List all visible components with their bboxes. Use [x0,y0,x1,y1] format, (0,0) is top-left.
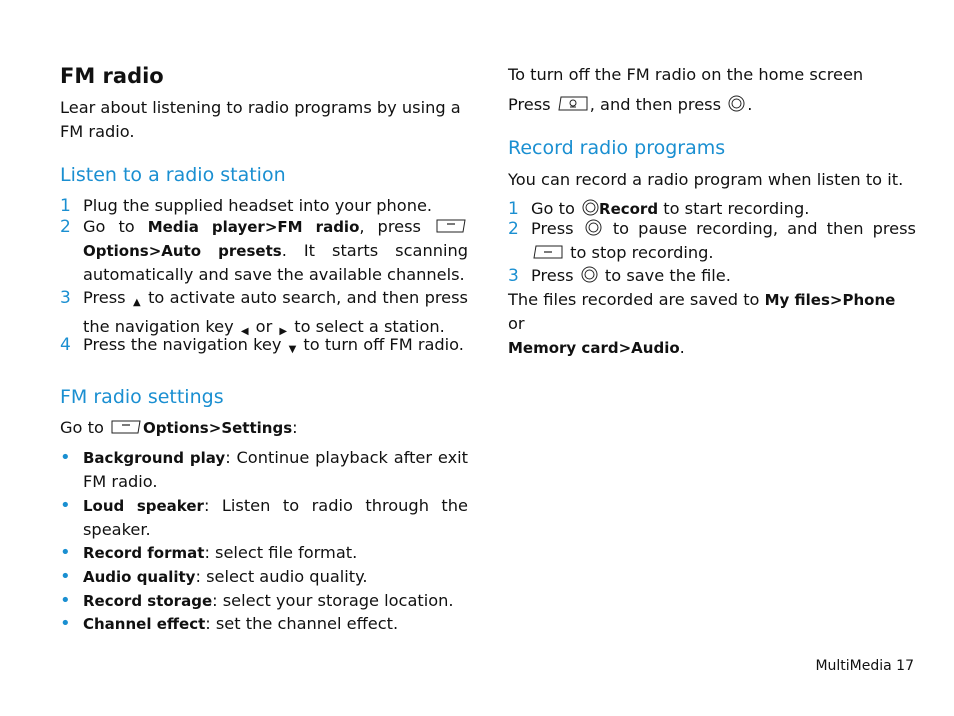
record-label: Record [599,200,659,218]
settings-label: Settings [221,419,293,437]
listen-heading: Listen to a radio station [60,164,286,186]
bullet-icon: • [60,566,71,587]
turn-off-instruction: Press , and then press . [508,95,753,114]
nav-down-icon: ▼ [288,344,297,355]
softkey-icon [436,219,466,234]
step-number: 3 [60,288,71,308]
home-softkey-icon [558,96,588,112]
step-number: 2 [508,219,519,239]
record-intro: You can record a radio program when listen to it. [508,170,904,189]
memory-card-label: Memory card [508,339,619,357]
settings-path: Go to Options>Settings: [60,418,298,437]
bullet-icon: • [60,590,71,611]
step-text: Press ▲ to activate auto search, and then press the navigation key ◀ or ▶ to select a station. [83,286,468,344]
ok-key-icon [582,199,599,216]
saved-location-text: The files recorded are saved to My files>Phone or Memory card>Audio. [508,290,896,357]
nav-up-icon: ▲ [132,297,141,308]
phone-label: Phone [842,291,896,309]
media-player-label: Media player [147,218,265,236]
step-number: 1 [508,199,519,219]
nav-right-icon: ▶ [279,326,288,337]
step-number: 2 [60,217,71,237]
fm-radio-label: FM radio [277,218,360,236]
page-title: FM radio [60,64,164,88]
ok-key-icon [581,266,598,283]
step-number: 3 [508,266,519,286]
bullet-icon: • [60,495,71,516]
nav-left-icon: ◀ [240,326,249,337]
page-footer: MultiMedia 17 [815,658,914,674]
intro-text: Lear about listening to radio programs by using a FM radio. [60,98,461,141]
options-label: Options [83,242,149,260]
my-files-label: My files [764,291,830,309]
bullet-icon: • [60,447,71,468]
softkey-icon [111,420,141,435]
ok-key-icon [728,95,745,112]
bullet-icon: • [60,542,71,563]
turn-off-text: To turn off the FM radio on the home screen [508,65,864,84]
record-heading: Record radio programs [508,137,726,159]
bullet-icon: • [60,613,71,634]
step-number: 1 [60,196,71,216]
step-text: Plug the supplied headset into your phone. [83,196,433,215]
auto-presets-label: Auto presets [161,242,282,260]
ok-key-icon [585,219,602,236]
options-label: Options [143,419,209,437]
settings-heading: FM radio settings [60,386,224,408]
step-text: Press the navigation key ▼ to turn off FM radio. [83,333,468,362]
audio-label: Audio [631,339,680,357]
softkey-icon [533,245,563,260]
step-number: 4 [60,335,71,355]
step-text: Go to Media player>FM radio, press Options>Auto presets. It starts scanning automatically and save the available channels. [83,217,468,284]
